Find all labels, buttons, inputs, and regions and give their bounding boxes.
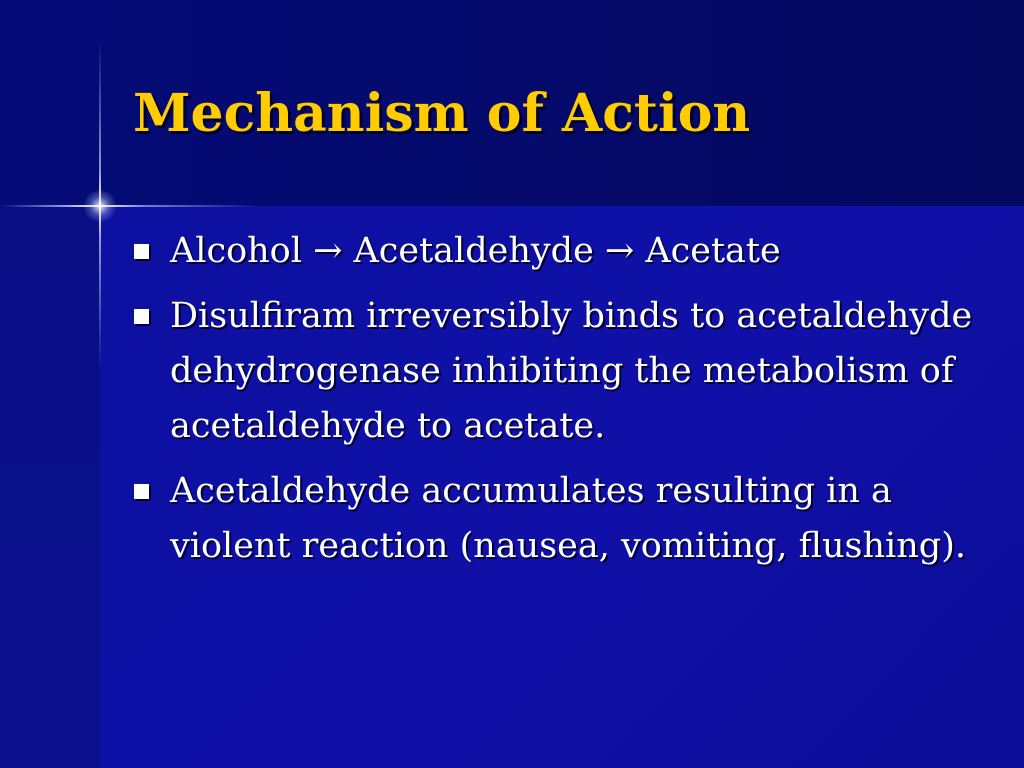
bullet-item [134, 464, 974, 574]
bullet-text: Alcohol → Acetaldehyde → Acetate [170, 231, 781, 271]
square-bullet-icon [134, 484, 149, 499]
sparkle-horizontal-line [0, 205, 260, 207]
bullet-text: Disulfiram irreversibly binds to acetaldehyde dehydrogenase inhibiting the metabolism of acetaldehyde to acetate. [170, 296, 973, 446]
bullet-item [134, 224, 974, 279]
slide-title: Mechanism of Action [133, 83, 751, 144]
square-bullet-icon [134, 309, 149, 324]
square-bullet-icon [134, 244, 149, 259]
bullet-text: Acetaldehyde accumulates resulting in a violent reaction (nausea, vomiting, flushing). [170, 471, 966, 566]
bullet-list [134, 224, 974, 584]
bullet-item [134, 289, 974, 454]
sparkle-star-icon [84, 190, 116, 222]
